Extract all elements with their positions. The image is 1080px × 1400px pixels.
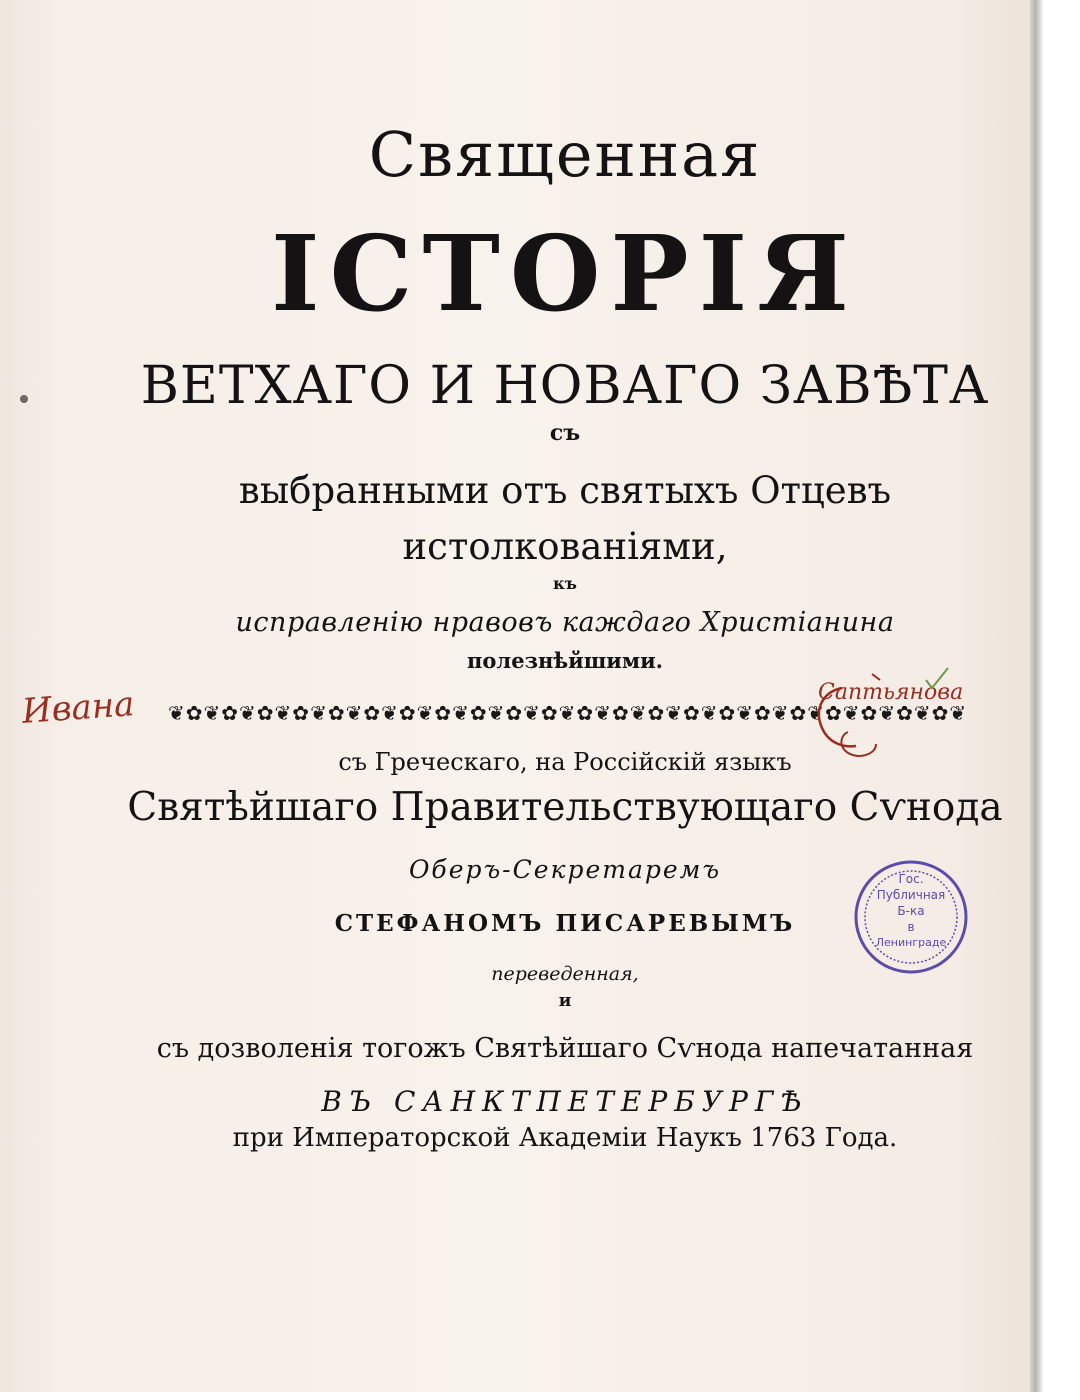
ornamental-divider: ❦✿❦✿❦✿❦✿❦✿❦✿❦✿❦✿❦✿❦✿❦✿❦✿❦✿❦✿❦✿❦✿❦✿❦✿❦✿❦✿❦✿❦✿❦ <box>168 701 968 725</box>
stamp-line-1: Гос. <box>898 872 924 886</box>
stamp-line-5: Ленинграде <box>875 936 947 949</box>
text-line-17: съ дозволенія тогожъ Святѣйшаго Сѵнода напечатанная <box>156 1033 974 1064</box>
page-edge-right <box>1030 0 1044 1392</box>
translator-name: СТЕФАНОМЪ ПИСАРЕВЫМЪ <box>334 910 796 937</box>
title-line-1: Священная <box>368 118 762 191</box>
text-line-7: къ <box>553 574 577 593</box>
page-edge-bottom <box>0 1392 1044 1400</box>
stamp-line-3: Б-ка <box>897 904 925 918</box>
text-line-16: и <box>558 991 572 1011</box>
text-line-9: полезнѣйшими. <box>467 648 663 673</box>
text-line-11: съ Греческаго, на Россійскій языкъ <box>338 748 792 776</box>
title-line-2: ІСТОРІЯ <box>271 212 859 335</box>
text-line-12: Святѣйшаго Правительствующаго Сѵнода <box>127 785 1003 830</box>
handwritten-inscription-left: Ивана <box>20 684 136 732</box>
text-line-4: съ <box>549 420 581 446</box>
text-line-8: исправленію нравовъ каждаго Христіанина <box>235 607 895 638</box>
stamp-line-4: в <box>907 920 915 934</box>
text-line-5: выбранными отъ святыхъ Отцевъ <box>238 469 892 512</box>
handwritten-inscription-right: Саптьянова <box>818 680 964 705</box>
green-check-mark <box>922 664 952 694</box>
text-line-15: переведенная, <box>491 963 639 985</box>
text-line-13: Оберъ-Секретаремъ <box>408 855 722 884</box>
imprint-city: ВЪ САНКТПЕТЕРБУРГѢ <box>321 1085 809 1118</box>
text-line-6: истолкованіями, <box>402 525 728 568</box>
imprint-publisher: при Императорской Академіи Наукъ 1763 Года. <box>232 1123 898 1153</box>
ink-speck <box>20 395 28 403</box>
stamp-line-2: Публичная <box>876 888 946 902</box>
title-line-3: ВЕТХАГО И НОВАГО ЗАВѢТА <box>140 356 990 416</box>
